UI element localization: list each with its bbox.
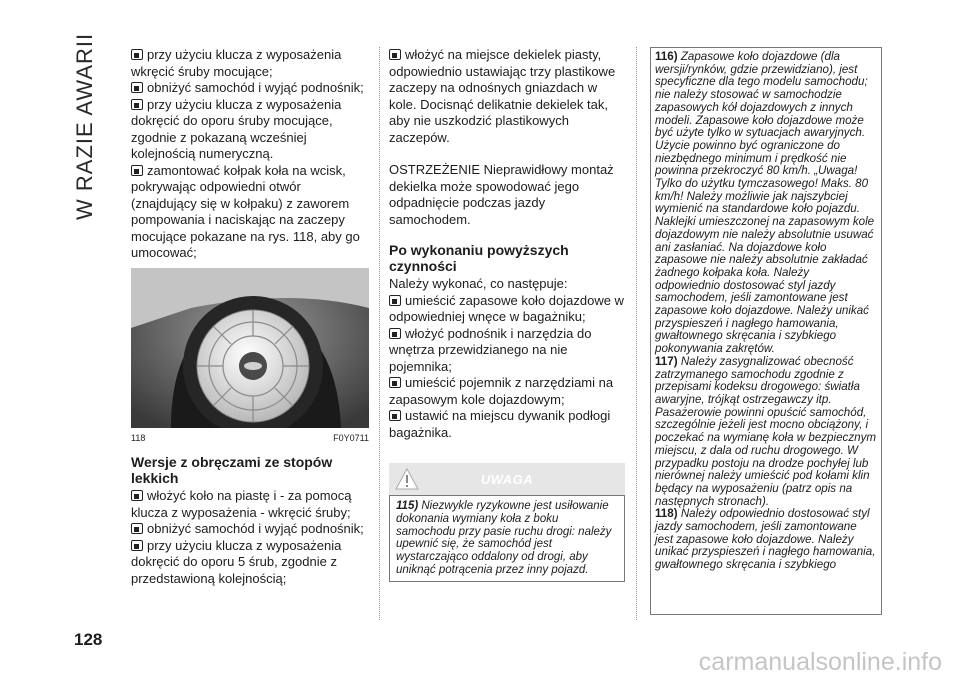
note-number: 117) bbox=[655, 354, 678, 368]
list-item: włożyć koło na piastę i - za pomocą klucza z wyposażenia - wkręcić śruby; bbox=[131, 488, 352, 520]
column-2 bbox=[389, 47, 625, 582]
intro-text: Należy wykonać, co następuje: bbox=[389, 276, 568, 291]
bullet-icon bbox=[131, 490, 143, 501]
bullet-icon bbox=[131, 523, 143, 534]
list-item: włożyć podnośnik i narzędzia do wnętrza przewidzianego na nie pojemnika; bbox=[389, 325, 592, 374]
bullet-icon bbox=[389, 49, 401, 60]
list-item: włożyć na miejsce dekielek piasty, odpowiednio ustawiając trzy plastikowe zaczepy na odnośnych gniazdach w kole. Docisnąć delikatnie dekielek tak, aby nie uszkodzić plastikowych zaczepów. bbox=[389, 47, 616, 145]
bullet-icon bbox=[389, 410, 401, 421]
bullet-icon bbox=[131, 82, 143, 93]
list-item: obniżyć samochód i wyjąć podnośnik; bbox=[131, 80, 369, 97]
list-item: zamontować kołpak koła na wcisk, pokrywając odpowiedni otwór (znajdujący się w kołpaku) z zaworem pompowania i naciskając na zaczepy mocujące pokazane na rys. 118, aby go umocować; bbox=[131, 162, 360, 260]
list-item: przy użyciu klucza z wyposażenia wkręcić śruby mocujące; bbox=[131, 47, 342, 79]
column-divider bbox=[636, 47, 637, 620]
list-item: umieścić pojemnik z narzędziami na zapasowym kole dojazdowym; bbox=[389, 375, 614, 407]
section-title: W RAZIE AWARII bbox=[72, 32, 97, 220]
note-number: 116) bbox=[655, 50, 678, 63]
page-number: 128 bbox=[74, 630, 103, 649]
figure-caption bbox=[131, 430, 369, 447]
watermark: carmanualsonline.info bbox=[698, 648, 942, 676]
column-3 bbox=[650, 47, 882, 615]
list-item: umieścić zapasowe koło dojazdowe w odpowiedniej wnęce w bagażniku; bbox=[389, 292, 624, 324]
note-number: 118) bbox=[655, 507, 678, 521]
uwaga-box bbox=[389, 495, 625, 582]
uwaga-header bbox=[389, 463, 625, 495]
bullet-icon bbox=[131, 99, 143, 110]
warning-paragraph: OSTRZEŻENIE Nieprawidłowy montaż dekielka może spowodować jego odpadnięcie podczas jazdy samochodem. bbox=[389, 162, 614, 227]
list-item: ustawić na miejscu dywanik podłogi bagażnika. bbox=[389, 408, 611, 440]
section-heading: Wersje z obręczami ze stopów lekkich bbox=[131, 454, 333, 486]
list-item: obniżyć samochód i wyjąć podnośnik; bbox=[131, 521, 369, 538]
bullet-icon bbox=[389, 377, 401, 388]
note-text: Niezwykle ryzykowne jest usiłowanie dokonania wymiany koła z boku samochodu przy pasie ruchu drogi: należy upewnić się, że samochód jest wystarczająco oddalony od drogi, aby uniknąć potrącenia przez inny pojazd. bbox=[396, 500, 612, 576]
bullet-icon bbox=[131, 165, 143, 176]
bullet-icon bbox=[389, 328, 401, 339]
uwaga-label: UWAGA bbox=[480, 472, 534, 487]
column-1 bbox=[131, 47, 369, 587]
figure-number: 118 bbox=[131, 432, 146, 443]
bullet-icon bbox=[131, 540, 143, 551]
figure-code: F0Y0711 bbox=[333, 432, 369, 443]
column-divider bbox=[379, 47, 380, 620]
section-heading: Po wykonaniu powyższych czynności bbox=[389, 242, 569, 274]
note-item: 118) Należy odpowiednio dostosować styl jazdy samochodem, jeśli zamontowane jest zapasowe koło dojazdowe. Należy unikać przyspieszeń i nagłego hamowania, gwałtownego skręcania i szybkiego bbox=[655, 507, 876, 572]
note-item: 116) Zapasowe koło dojazdowe (dla wersji/rynków, gdzie przewidziano), jest specyficzne dla tego modelu samochodu; nie należy stosować w samochodzie zapasowych kół dojazdowych z innych modeli. Zapasowe koło dojazdowe może być użyte tylko w sytuacjach awaryjnych. Użycie powinno być ograniczone do niezbędnego minimum i prędkość nie powinna przekroczyć 80 km/h. „Uwaga! Tylko do użytku tymczasowego! Maks. 80 km/h! Należy możliwie jak najszybciej wymienić na standardowe koło pojazdu. Naklejki umieszczonej na zapasowym kole dojazdowym nie należy absolutnie usuwać ani zasłaniać. Na dojazdowe koło zapasowe nie należy absolutnie zakładać żadnego kołpaka koła. Należy odpowiednio dostosować styl jazdy samochodem, jeśli zamontowane jest zapasowe koło dojazdowe. Należy unikać przyspieszeń i nagłego hamowania, gwałtownego skręcania i szybkiego pokonywania zakrętów. bbox=[655, 50, 875, 356]
note-number: 115) bbox=[396, 500, 419, 512]
bullet-icon bbox=[131, 49, 143, 60]
bullet-icon bbox=[389, 295, 401, 306]
list-item: przy użyciu klucza z wyposażenia dokręcić do oporu 5 śrub, zgodnie z przedstawioną kolejnością; bbox=[131, 537, 342, 586]
notes-box bbox=[650, 47, 882, 615]
note-item: 117) Należy zasygnalizować obecność zatrzymanego samochodu zgodnie z przepisami kodeksu drogowego: światła awaryjne, trójkąt ostrzegawczy itp. Pasażerowie powinni opuścić samochód, szczególnie jeżeli jest mocno obciążony, i poczekać na wymianę koła w bezpiecznym miejscu, z dala od ruchu drogowego. W przypadku postoju na drodze pochyłej lub nierównej należy umieścić pod kołami klin będący na wyposażeniu (patrz opis na następnych stronach). bbox=[655, 354, 877, 508]
list-item: przy użyciu klucza z wyposażenia dokręcić do oporu śruby mocujące, zgodnie z pokazaną wcześniej kolejnością numeryczną. bbox=[131, 96, 342, 161]
wheel-photo bbox=[131, 268, 369, 428]
